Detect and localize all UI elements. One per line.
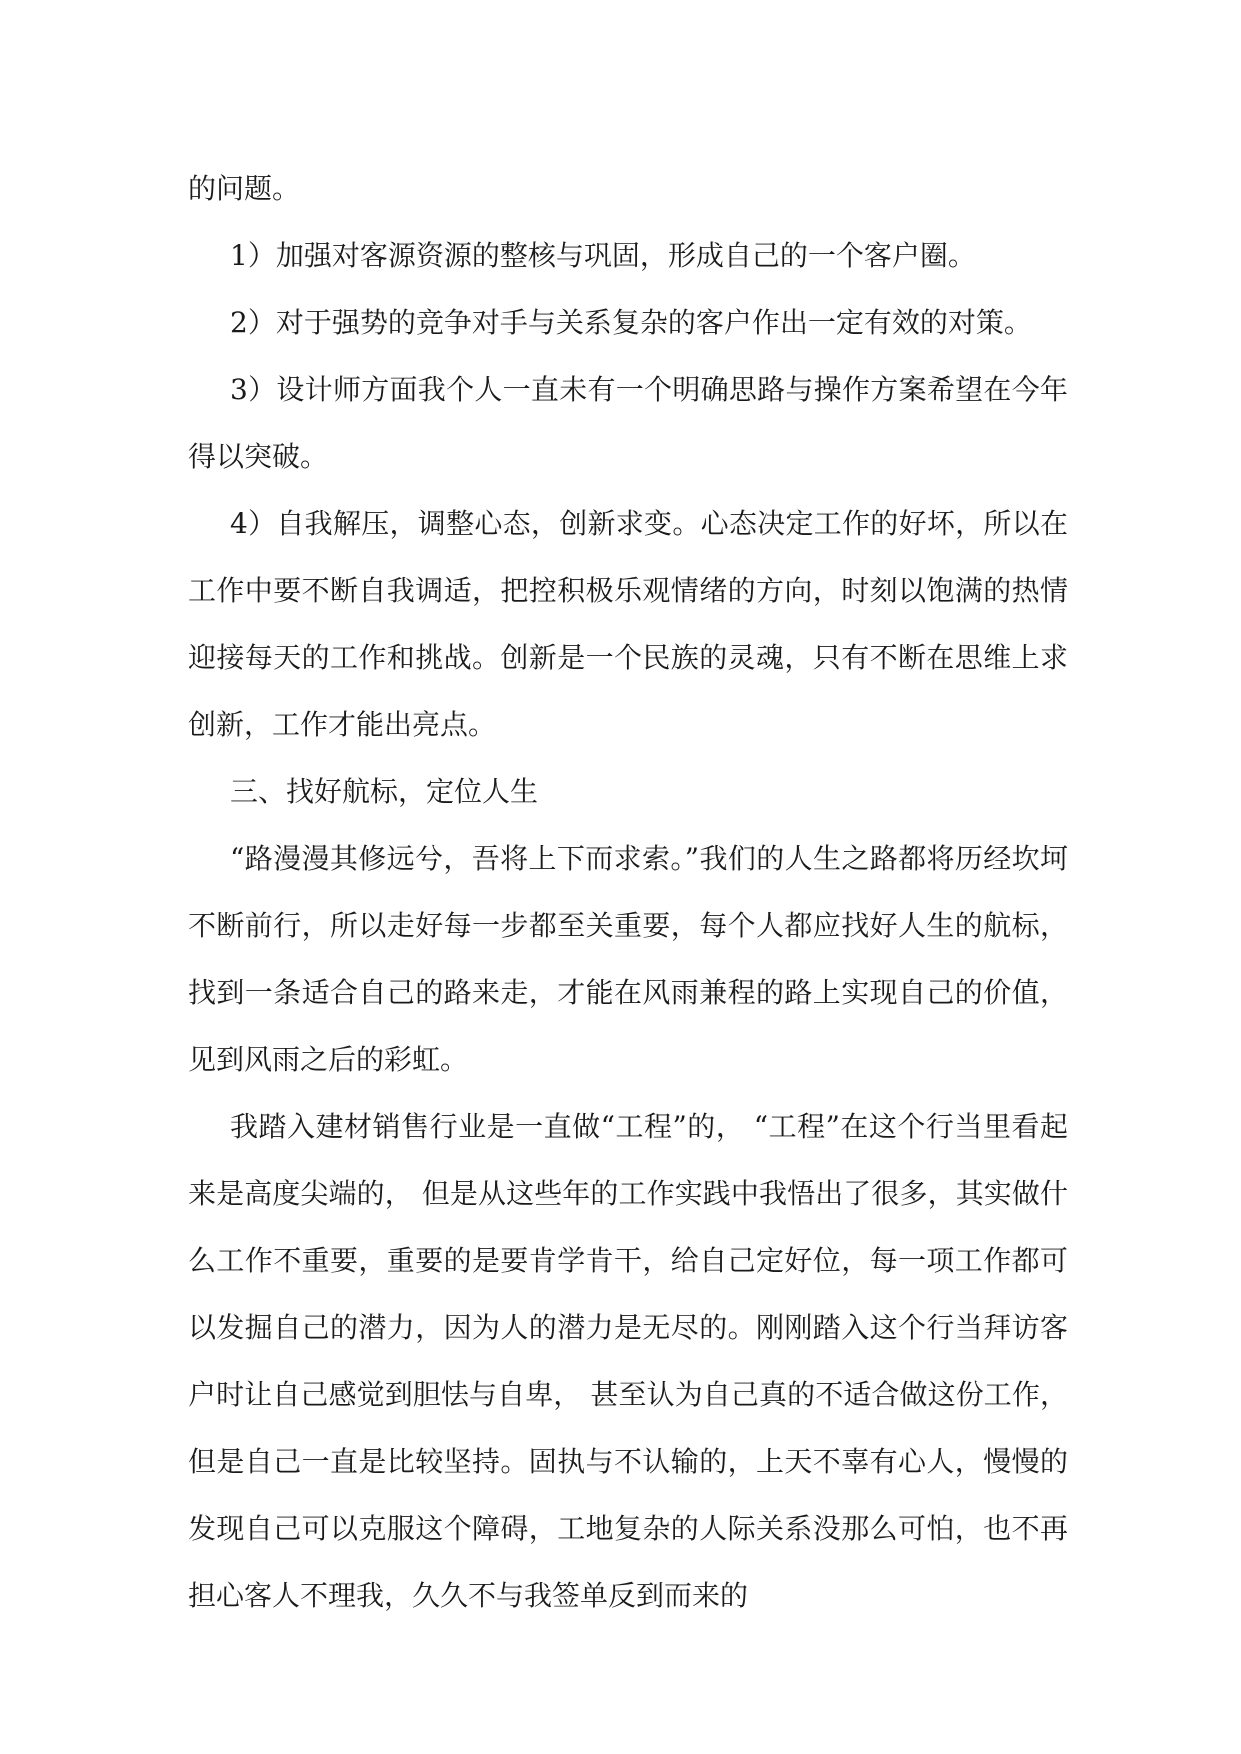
paragraph-experience: 我踏入建材销售行业是一直做“工程”的， “工程”在这个行当里看起来是高度尖端的， 但是从这些年的工作实践中我悟出了很多，其实做什么工作不重要，重要的是要肯学肯干，给自己定好位，每一项工作都可以发掘自己的潜力，因为人的潜力是无尽的。刚刚踏入这个行当拜访客户时让自己感觉到胆怯与自卑， 甚至认为自己真的不适合做这份工作，但是自己一直是比较坚持。固执与不认输的，上天不辜有心人，慢慢的发现自己可以克服这个障碍，工地复杂的人际关系没那么可怕，也不再担心客人不理我，久久不与我签单反到而来的 [188,1110,1068,1612]
paragraph-continuation: 的问题。 [188,172,301,205]
paragraph-item-4: 4）自我解压，调整心态，创新求变。心态决定工作的好坏，所以在工作中要不断自我调适，把控积极乐观情绪的方向，时刻以饱满的热情迎接每天的工作和挑战。创新是一个民族的灵魂，只有不断在思维上求创新，工作才能出亮点。 [188,507,1068,741]
section-heading-3: 三、找好航标，定位人生 [230,775,539,808]
document-body [188,155,1068,1629]
paragraph-item-3: 3）设计师方面我个人一直未有一个明确思路与操作方案希望在今年得以突破。 [188,373,1068,473]
paragraph-item-2: 2）对于强势的竞争对手与关系复杂的客户作出一定有效的对策。 [230,306,1032,339]
paragraph-quote: “路漫漫其修远兮，吾将上下而求索。”我们的人生之路都将历经坎坷不断前行，所以走好每一步都至关重要，每个人都应找好人生的航标，找到一条适合自己的路来走，才能在风雨兼程的路上实现自己的价值，见到风雨之后的彩虹。 [188,842,1068,1076]
paragraph-item-1: 1）加强对客源资源的整核与巩固，形成自己的一个客户圈。 [230,239,976,272]
